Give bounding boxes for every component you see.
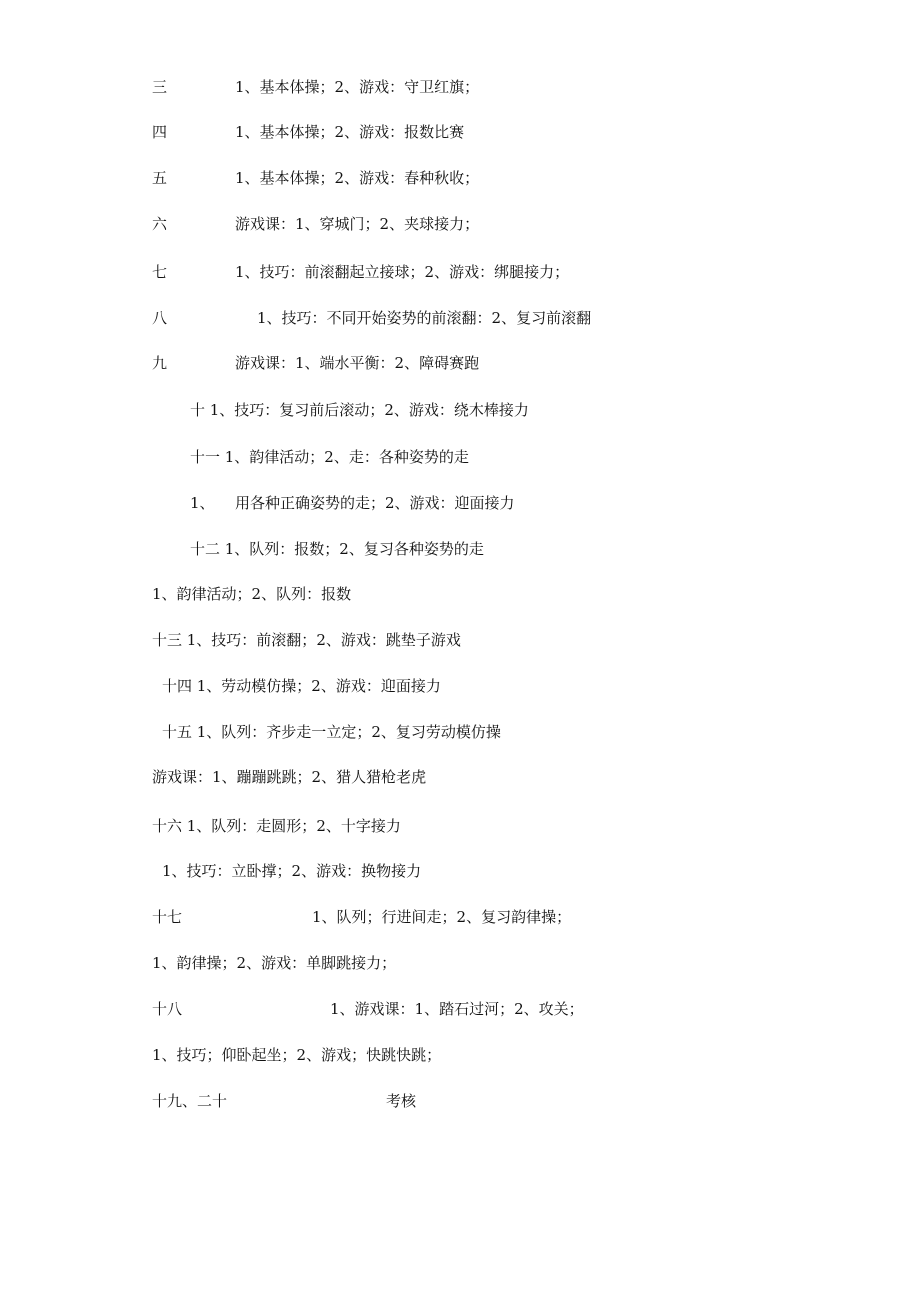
lesson-content: 考核 — [386, 1092, 417, 1110]
lesson-line: 十三 1、技巧：前滚翻；2、游戏：跳垫子游戏 — [152, 631, 461, 649]
week-label: 十八 — [152, 1000, 183, 1018]
lesson-line: 十 1、技巧：复习前后滚动；2、游戏：绕木棒接力 — [190, 401, 529, 419]
lesson-content: 游戏课：1、端水平衡：2、障碍赛跑 — [235, 354, 480, 372]
lesson-line: 十一 1、韵律活动；2、走：各种姿势的走 — [190, 448, 469, 466]
lesson-line: 1、技巧；仰卧起坐；2、游戏；快跳快跳； — [152, 1046, 442, 1064]
lesson-content: 1、技巧：不同开始姿势的前滚翻：2、复习前滚翻 — [257, 309, 592, 327]
week-label: 五 — [152, 169, 168, 187]
lesson-line: 1、韵律活动；2、队列：报数 — [152, 585, 352, 603]
lesson-line: 游戏课：1、蹦蹦跳跳；2、猎人猎枪老虎 — [152, 768, 427, 786]
lesson-line: 1、技巧：立卧撑；2、游戏：换物接力 — [162, 862, 422, 880]
week-label: 十七 — [152, 908, 183, 926]
week-label: 四 — [152, 123, 168, 141]
lesson-line: 十五 1、队列：齐步走一立定；2、复习劳动模仿操 — [162, 723, 501, 741]
lesson-line: 十六 1、队列：走圆形；2、十字接力 — [152, 817, 401, 835]
lesson-content: 1、基本体操；2、游戏：守卫红旗； — [235, 78, 480, 96]
lesson-content: 1、基本体操；2、游戏：春种秋收； — [235, 169, 480, 187]
week-label: 三 — [152, 78, 168, 96]
week-label: 九 — [152, 354, 168, 372]
lesson-line: 十四 1、劳动模仿操；2、游戏：迎面接力 — [162, 677, 441, 695]
week-label: 六 — [152, 215, 168, 233]
lesson-content: 游戏课：1、穿城门；2、夹球接力； — [235, 215, 480, 233]
lesson-content: 1、基本体操；2、游戏：报数比赛 — [235, 123, 465, 141]
lesson-content: 用各种正确姿势的走；2、游戏：迎面接力 — [235, 494, 515, 512]
lesson-content: 1、游戏课：1、踏石过河；2、攻关； — [330, 1000, 584, 1018]
lesson-number: 1、 — [190, 494, 215, 512]
lesson-line: 1、韵律操；2、游戏：单脚跳接力； — [152, 954, 397, 972]
week-label: 十九、二十 — [152, 1092, 228, 1110]
lesson-content: 1、技巧：前滚翻起立接球；2、游戏：绑腿接力； — [235, 263, 570, 281]
week-label: 八 — [152, 309, 168, 327]
week-label: 七 — [152, 263, 168, 281]
lesson-content: 1、队列；行进间走；2、复习韵律操； — [312, 908, 572, 926]
lesson-line: 十二 1、队列：报数；2、复习各种姿势的走 — [190, 540, 484, 558]
